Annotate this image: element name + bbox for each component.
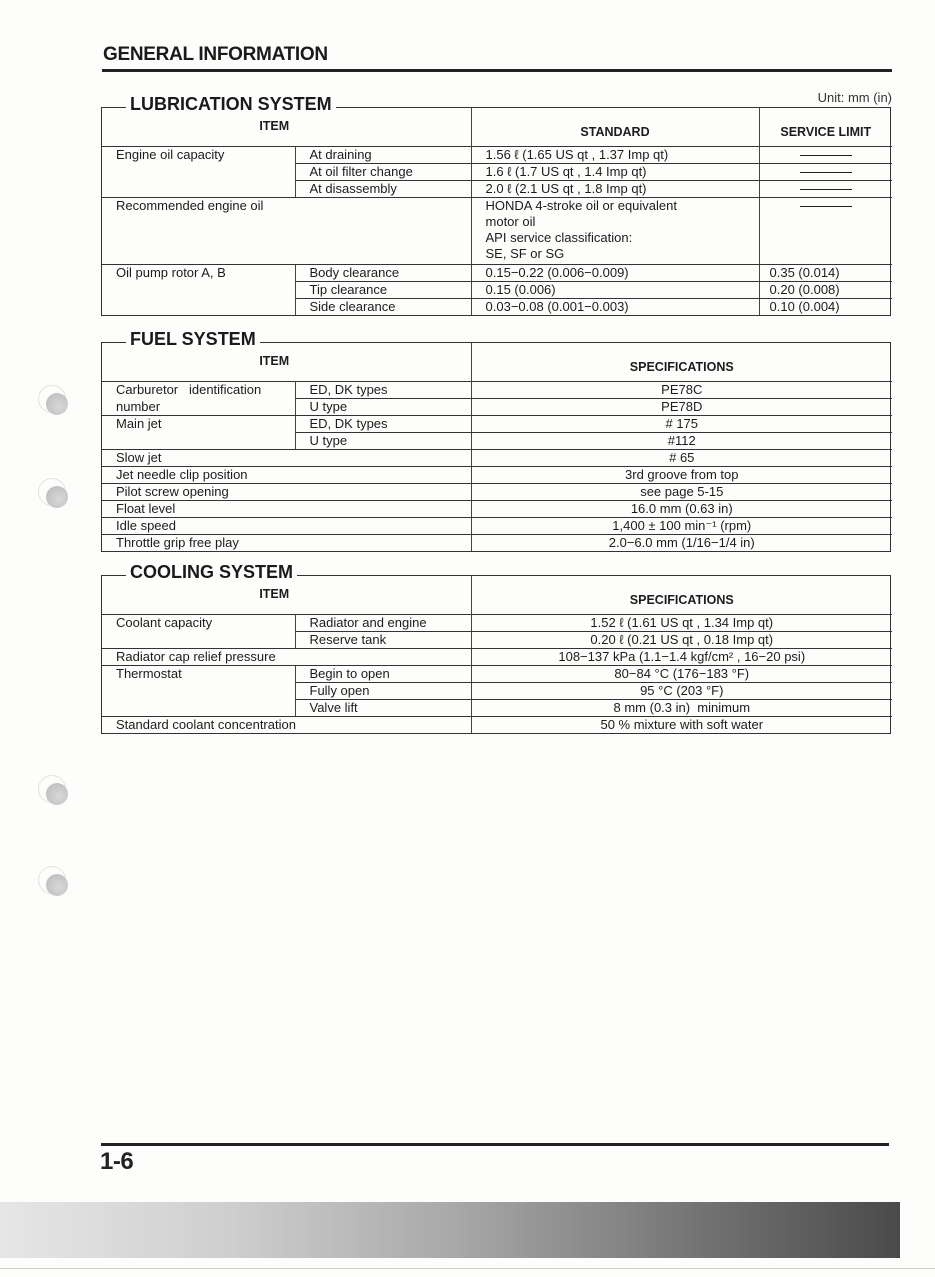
item-pilot-screw: Pilot screw opening	[102, 484, 471, 501]
standard-value: 0.15−0.22 (0.006−0.009)	[471, 265, 759, 282]
cooling-system-table	[101, 562, 891, 734]
standard-value: 0.15 (0.006)	[471, 282, 759, 299]
limit-value: 0.35 (0.014)	[759, 265, 892, 282]
sub-radiator-engine: Radiator and engine	[295, 615, 471, 632]
header-item: ITEM	[259, 587, 290, 601]
item-throttle-free-play: Throttle grip free play	[116, 535, 239, 550]
sub-u-type: U type	[295, 399, 471, 416]
spec-value: 108−137 kPa (1.1−1.4 kgf/cm² , 16−20 psi)	[471, 649, 892, 666]
spec-value: 0.20 ℓ (0.21 US qt , 0.18 Imp qt)	[471, 632, 892, 649]
punch-hole-icon	[38, 775, 68, 805]
sub-side-clearance: Side clearance	[295, 299, 471, 316]
sub-u-type: U type	[295, 433, 471, 450]
fuel-title: FUEL SYSTEM	[126, 329, 260, 349]
standard-value: 0.03−0.08 (0.001−0.003)	[471, 299, 759, 316]
header-specifications: SPECIFICATIONS	[471, 576, 892, 615]
oil-line-2: motor oil	[485, 214, 536, 229]
spec-value: PE78C	[471, 382, 892, 399]
item-carburetor-number: number	[102, 399, 295, 416]
header-rule	[102, 69, 892, 72]
sub-ed-dk: ED, DK types	[295, 382, 471, 399]
limit-dash	[759, 147, 892, 164]
sub-fully-open: Fully open	[295, 683, 471, 700]
punch-hole-icon	[38, 478, 68, 508]
spec-value: 16.0 mm (0.63 in)	[471, 501, 892, 518]
header-service-limit: SERVICE LIMIT	[759, 108, 892, 147]
scan-edge-band	[0, 1202, 900, 1258]
oil-line-4: SE, SF or SG	[485, 246, 565, 261]
spec-value: PE78D	[471, 399, 892, 416]
page-edge-line	[0, 1268, 935, 1269]
header-standard: STANDARD	[471, 108, 759, 147]
oil-line-3: API service classification:	[485, 230, 633, 245]
standard-value	[471, 198, 759, 265]
item-coolant-concentration: Standard coolant concentration	[116, 717, 296, 732]
spec-value: 50 % mixture with soft water	[471, 717, 892, 734]
spec-value: 95 °C (203 °F)	[471, 683, 892, 700]
oil-line-1: HONDA 4-stroke oil or equivalent	[485, 198, 677, 213]
item-slow-jet: Slow jet	[102, 450, 471, 467]
unit-label: Unit: mm (in)	[817, 90, 892, 105]
section-title: GENERAL INFORMATION	[103, 44, 328, 65]
limit-value: 0.10 (0.004)	[759, 299, 892, 316]
sub-at-draining: At draining	[295, 147, 471, 164]
limit-dash	[759, 198, 892, 265]
standard-value: 2.0 ℓ (2.1 US qt , 1.8 Imp qt)	[471, 181, 759, 198]
sub-tip-clearance: Tip clearance	[295, 282, 471, 299]
limit-dash	[759, 164, 892, 181]
item-main-jet: Main jet	[102, 416, 295, 450]
spec-value: see page 5-15	[471, 484, 892, 501]
standard-value: 1.56 ℓ (1.65 US qt , 1.37 Imp qt)	[471, 147, 759, 164]
standard-value: 1.6 ℓ (1.7 US qt , 1.4 Imp qt)	[471, 164, 759, 181]
item-jet-needle: Jet needle clip position	[102, 467, 471, 484]
header-item: ITEM	[259, 119, 290, 133]
item-engine-oil-capacity: Engine oil capacity	[102, 147, 295, 198]
item-radiator-cap: Radiator cap relief pressure	[102, 649, 471, 666]
sub-reserve-tank: Reserve tank	[295, 632, 471, 649]
item-float-level: Float level	[102, 501, 471, 518]
sub-ed-dk: ED, DK types	[295, 416, 471, 433]
limit-value: 0.20 (0.008)	[759, 282, 892, 299]
cooling-title: COOLING SYSTEM	[126, 562, 297, 582]
header-specifications: SPECIFICATIONS	[471, 343, 892, 382]
item-recommended-engine-oil: Recommended engine oil	[102, 198, 471, 265]
punch-hole-icon	[38, 385, 68, 415]
sub-begin-to-open: Begin to open	[295, 666, 471, 683]
sub-valve-lift: Valve lift	[295, 700, 471, 717]
item-coolant-capacity: Coolant capacity	[102, 615, 295, 649]
limit-dash	[759, 181, 892, 198]
spec-value: # 175	[471, 416, 892, 433]
spec-value: 2.0−6.0 mm (1/16−1/4 in)	[471, 535, 892, 552]
sub-at-oil-filter-change: At oil filter change	[295, 164, 471, 181]
spec-value: 1,400 ± 100 min⁻¹ (rpm)	[471, 518, 892, 535]
header-item: ITEM	[259, 354, 290, 368]
footer-rule	[101, 1143, 889, 1146]
spec-value: 1.52 ℓ (1.61 US qt , 1.34 Imp qt)	[471, 615, 892, 632]
spec-value: 8 mm (0.3 in) minimum	[471, 700, 892, 717]
item-thermostat: Thermostat	[102, 666, 295, 717]
page-number: 1-6	[100, 1148, 134, 1175]
spec-value: 3rd groove from top	[471, 467, 892, 484]
sub-body-clearance: Body clearance	[295, 265, 471, 282]
lubrication-title: LUBRICATION SYSTEM	[126, 94, 336, 114]
spec-value: 80−84 °C (176−183 °F)	[471, 666, 892, 683]
spec-value: # 65	[471, 450, 892, 467]
item-idle-speed: Idle speed	[102, 518, 471, 535]
item-carburetor-id: Carburetor identification	[116, 382, 262, 397]
sub-at-disassembly: At disassembly	[295, 181, 471, 198]
item-oil-pump-rotor: Oil pump rotor A, B	[116, 265, 226, 280]
punch-hole-icon	[38, 866, 68, 896]
fuel-system-table	[101, 329, 891, 552]
spec-value: #112	[471, 433, 892, 450]
